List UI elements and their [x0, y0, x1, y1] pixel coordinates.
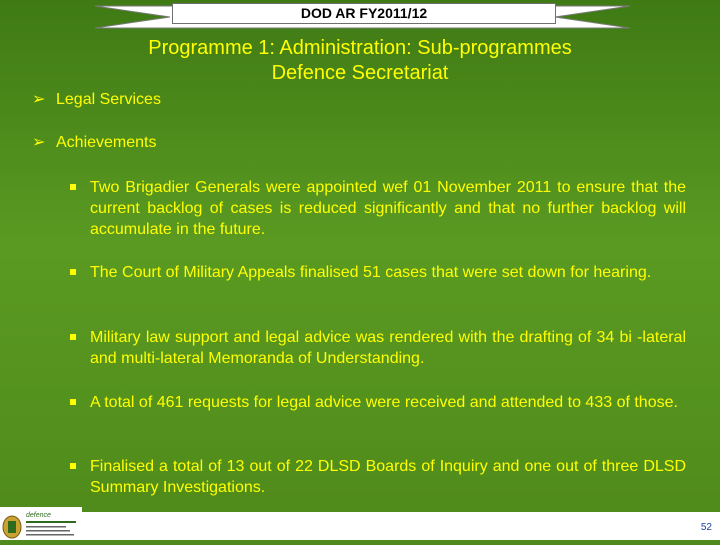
page-title: [40, 36, 680, 86]
achievement-text: A total of 461 requests for legal advice were received and attended to 433 of those.: [90, 394, 678, 411]
bullet-label: Achievements: [56, 134, 157, 151]
achievement-text: Military law support and legal advice was rendered with the drafting of 34 bi -lateral and multi-lateral Memoranda of Understanding.: [90, 329, 686, 367]
square-bullet-icon: [70, 269, 76, 275]
footer-bar: [0, 512, 720, 540]
logo-text: defence: [26, 512, 51, 519]
achievement-item: [68, 456, 686, 498]
achievement-item: [68, 262, 686, 283]
square-bullet-icon: [70, 463, 76, 469]
bullet-label: Legal Services: [56, 91, 161, 108]
bullet-legal-services: [32, 90, 161, 110]
banner-title: DOD AR FY2011/12: [172, 3, 556, 24]
title-line-2: Defence Secretariat: [271, 62, 449, 84]
achievement-item: [68, 177, 686, 240]
achievement-item: [68, 327, 686, 369]
defence-logo: [0, 507, 82, 540]
achievement-text: Finalised a total of 13 out of 22 DLSD Boards of Inquiry and one out of three DLSD Summary Investigations.: [90, 458, 686, 496]
defence-emblem-icon: [0, 507, 82, 540]
square-bullet-icon: [70, 399, 76, 405]
title-line-1: Programme 1: Administration: Sub-programmes: [148, 37, 572, 59]
page-number: 52: [700, 522, 712, 533]
achievement-text: The Court of Military Appeals finalised 51 cases that were set down for hearing.: [90, 264, 652, 281]
arrow-bullet-icon: ➢: [32, 134, 46, 151]
square-bullet-icon: [70, 334, 76, 340]
achievement-text: Two Brigadier Generals were appointed wef 01 November 2011 to ensure that the current backlog of cases is reduced significantly and that no further backlog will accumulate in the future.: [90, 179, 686, 238]
achievement-item: [68, 392, 686, 413]
bullet-achievements: [32, 133, 157, 153]
arrow-bullet-icon: ➢: [32, 91, 46, 108]
square-bullet-icon: [70, 184, 76, 190]
